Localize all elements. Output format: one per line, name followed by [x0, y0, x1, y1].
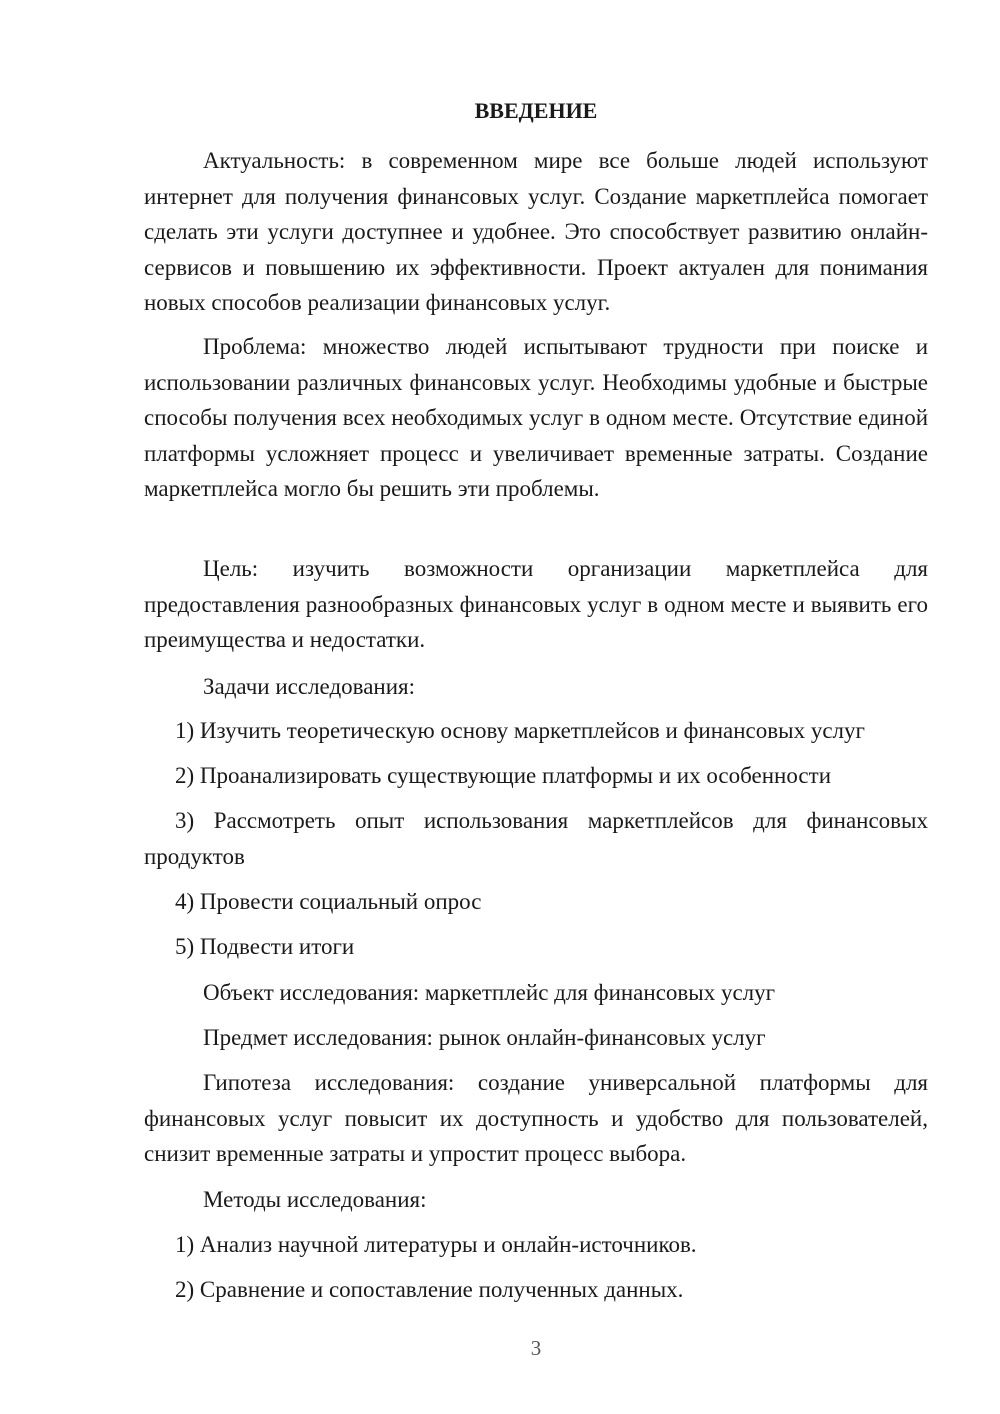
task-item: 3) Рассмотреть опыт использования маркетплейсов для финансовых продуктов — [144, 808, 928, 869]
task-item: 4) Провести социальный опрос — [175, 889, 482, 914]
tasks-heading: Задачи исследования: — [203, 674, 416, 699]
problem-paragraph: Проблема: множество людей испытывают трудности при поиске и использовании различных финансовых услуг. Необходимы удобные и быстрые способы получения всех необходимых услуг в одном месте. Отсутствие единой платформы усложняет процесс и увеличивает временные затраты. Создание маркетплейса могло бы решить эти проблемы. — [144, 334, 928, 501]
method-item: 1) Анализ научной литературы и онлайн-источников. — [175, 1232, 697, 1257]
hypothesis-paragraph: Гипотеза исследования: создание универсальной платформы для финансовых услуг повысит их доступность и удобство для пользователей, снизит временные затраты и упростит процесс выбора. — [144, 1070, 928, 1166]
page-number: 3 — [530, 1336, 542, 1360]
methods-heading: Методы исследования: — [203, 1187, 427, 1212]
page-title: ВВЕДЕНИЕ — [474, 98, 598, 123]
object-paragraph: Объект исследования: маркетплейс для финансовых услуг — [203, 980, 776, 1005]
subject-paragraph: Предмет исследования: рынок онлайн-финансовых услуг — [203, 1025, 766, 1050]
task-item: 2) Проанализировать существующие платформы и их особенности — [175, 763, 832, 788]
goal-paragraph: Цель: изучить возможности организации маркетплейса для предоставления разнообразных финансовых услуг в одном месте и выявить его преимущества и недостатки. — [144, 556, 928, 652]
task-item: 5) Подвести итоги — [175, 934, 355, 959]
method-item: 2) Сравнение и сопоставление полученных данных. — [175, 1277, 684, 1302]
relevance-paragraph: Актуальность: в современном мире все больше людей используют интернет для получения финансовых услуг. Создание маркетплейса помогает сделать эти услуги доступнее и удобнее. Это способствует развитию онлайн-сервисов и повышению их эффективности. Проект актуален для понимания новых способов реализации финансовых услуг. — [144, 148, 928, 315]
task-item: 1) Изучить теоретическую основу маркетплейсов и финансовых услуг — [175, 718, 865, 743]
